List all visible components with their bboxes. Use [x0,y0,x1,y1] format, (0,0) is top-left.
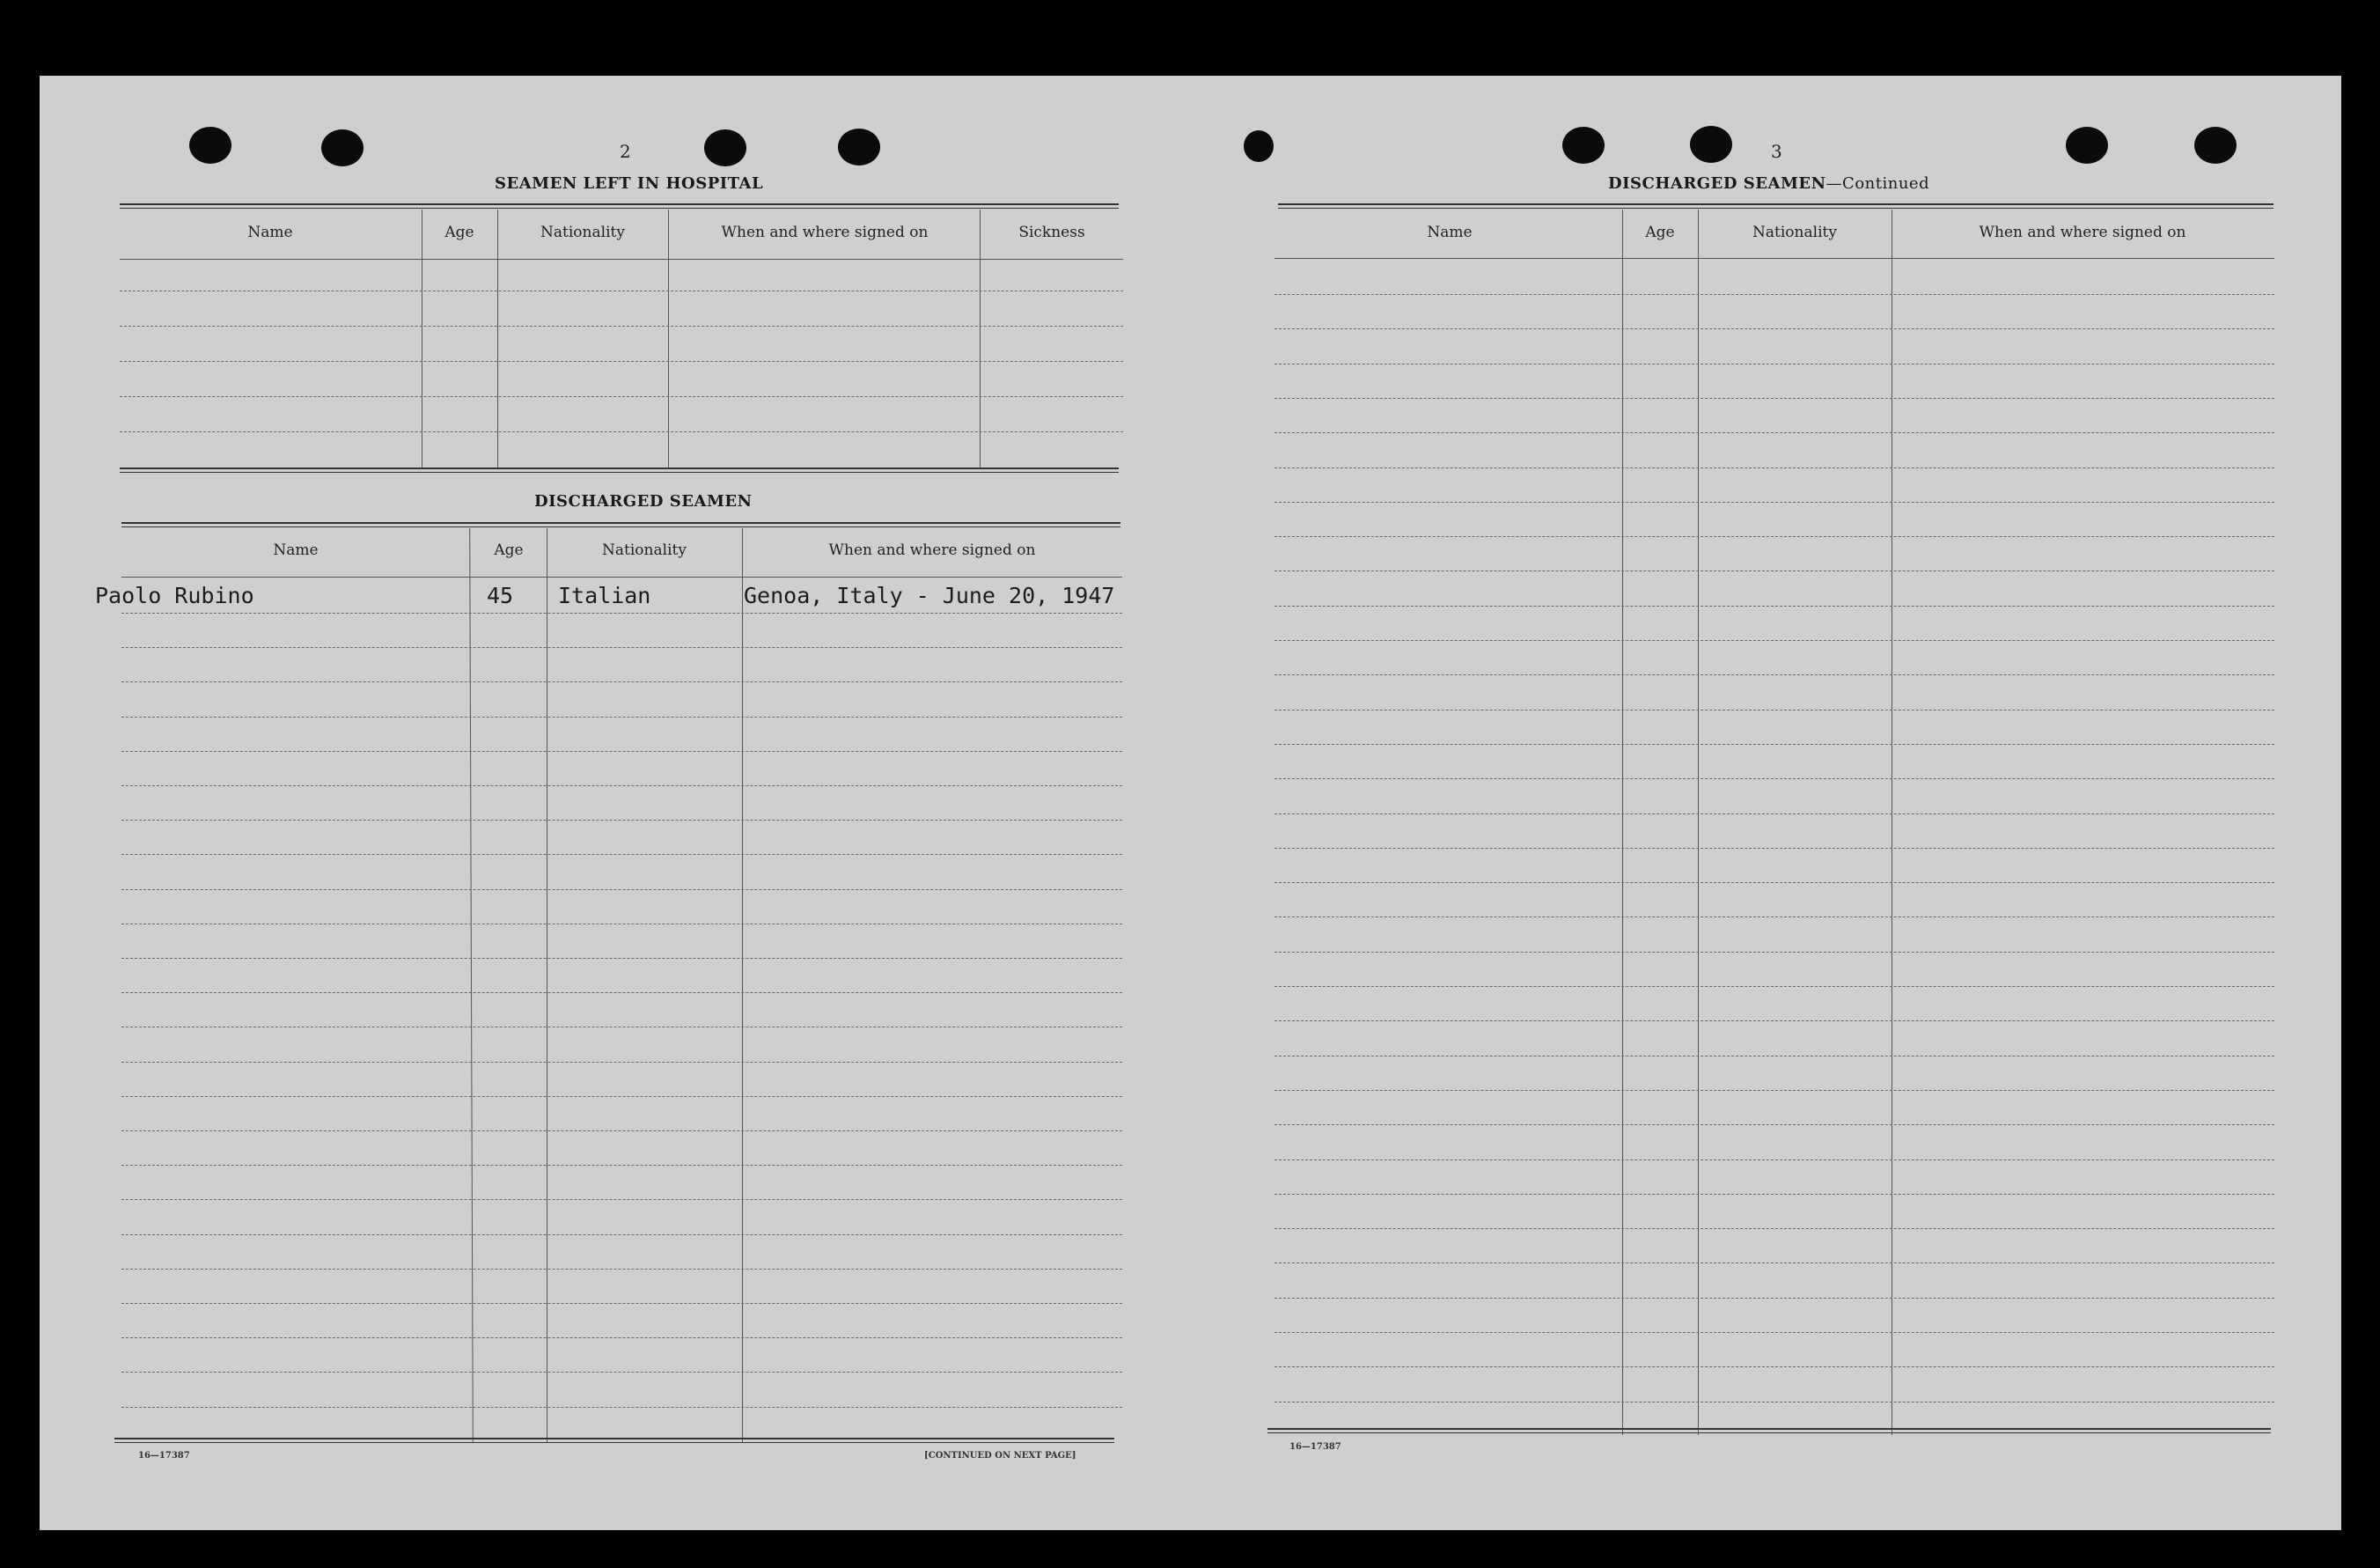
ruled-line [1274,294,2274,295]
ruled-line [1274,1298,2274,1299]
ruled-line [121,1337,1122,1338]
section-rule [120,203,1119,209]
punch-hole [2066,127,2108,164]
ruled-line [121,1303,1122,1304]
section-rule [1267,1428,2271,1433]
discharged-continued-title [1608,174,1929,193]
ruled-line [1274,1228,2274,1229]
ruled-line [120,431,1123,432]
ruled-line [1274,882,2274,883]
ruled-line [121,958,1122,959]
header-underline [120,259,1123,260]
column-header-signed-on: When and where signed on [721,224,929,241]
ruled-line [121,717,1122,718]
ruled-line [1274,606,2274,607]
punch-hole [838,129,880,166]
ruled-line [1274,467,2274,468]
column-header-name: Name [247,224,293,241]
ruled-line [121,1130,1122,1131]
ruled-line [1274,1090,2274,1091]
ruled-line [121,681,1122,682]
column-header-nationality: Nationality [1752,224,1837,241]
column-header-sickness: Sickness [1018,224,1085,241]
ruled-line [1274,1020,2274,1021]
entry-nationality: Italian [558,583,651,608]
entry-age: 45 [487,583,514,608]
column-divider [1698,210,1699,1435]
ruled-line [121,751,1122,752]
page-number: 2 [620,141,631,162]
column-header-name: Name [1427,224,1473,241]
ruled-line [1274,398,2274,399]
ruled-line [121,1062,1122,1063]
column-header-age: Age [494,541,524,559]
ruled-line [121,992,1122,993]
ruled-line [1274,778,2274,779]
ruled-line [121,613,1122,614]
column-header-age: Age [444,224,474,241]
header-underline [121,577,1122,578]
column-header-nationality: Nationality [602,541,687,559]
ruled-line [121,1096,1122,1097]
ruled-line [1274,952,2274,953]
column-header-nationality: Nationality [540,224,625,241]
ruled-line [121,854,1122,855]
punch-hole [704,129,746,166]
punch-hole [1562,127,1605,164]
ruled-line [120,361,1123,362]
ruled-line [121,647,1122,648]
ruled-line [1274,1332,2274,1333]
ruled-line [121,820,1122,821]
column-header-name: Name [273,541,319,559]
punch-hole [2194,127,2237,164]
ruled-line [120,326,1123,327]
column-divider [497,210,498,469]
punch-hole [321,129,364,166]
ruled-line [1274,744,2274,745]
punch-hole [1690,126,1732,163]
punch-hole [1244,130,1274,162]
section-rule [1278,203,2273,209]
ruled-line [1274,1159,2274,1160]
ruled-line [120,396,1123,397]
ruled-line [1274,1124,2274,1125]
ruled-line [1274,813,2274,814]
ruled-line [1274,848,2274,849]
column-header-age: Age [1645,224,1675,241]
punch-hole [189,127,231,164]
ruled-line [1274,1194,2274,1195]
column-header-signed-on: When and where signed on [1979,224,2186,241]
hospital-section-title: SEAMEN LEFT IN HOSPITAL [495,174,764,193]
ruled-line [121,1234,1122,1235]
ruled-line [121,1269,1122,1270]
ruled-line [1274,1262,2274,1263]
ruled-line [1274,674,2274,675]
ruled-line [121,1407,1122,1408]
entry-name: Paolo Rubino [95,583,254,608]
form-number: 16—17387 [1289,1442,1341,1452]
form-number: 16—17387 [138,1451,190,1461]
column-header-signed-on: When and where signed on [828,541,1036,559]
entry-signed-on: Genoa, Italy - June 20, 1947 [744,583,1115,608]
column-divider [668,210,669,469]
title-text: DISCHARGED SEAMEN [1608,174,1826,193]
title-suffix: —Continued [1825,174,1930,193]
ruled-line [121,1165,1122,1166]
header-underline [1274,258,2274,259]
section-rule [114,1438,1114,1443]
ruled-line [1274,640,2274,641]
page-number: 3 [1771,141,1782,162]
ruled-line [1274,502,2274,503]
column-divider [1622,210,1623,1435]
discharged-section-title: DISCHARGED SEAMEN [534,492,753,511]
section-rule [121,522,1120,527]
ruled-line [1274,328,2274,329]
ruled-line [121,1372,1122,1373]
ruled-line [121,1199,1122,1200]
ruled-line [1274,432,2274,433]
ruled-line [121,785,1122,786]
continued-note: [CONTINUED ON NEXT PAGE] [924,1451,1076,1461]
ruled-line [1274,536,2274,537]
ruled-line [1274,1366,2274,1367]
column-divider [980,210,981,469]
ruled-line [121,889,1122,890]
section-rule [120,467,1119,473]
column-divider [742,528,743,1442]
ruled-line [1274,986,2274,987]
